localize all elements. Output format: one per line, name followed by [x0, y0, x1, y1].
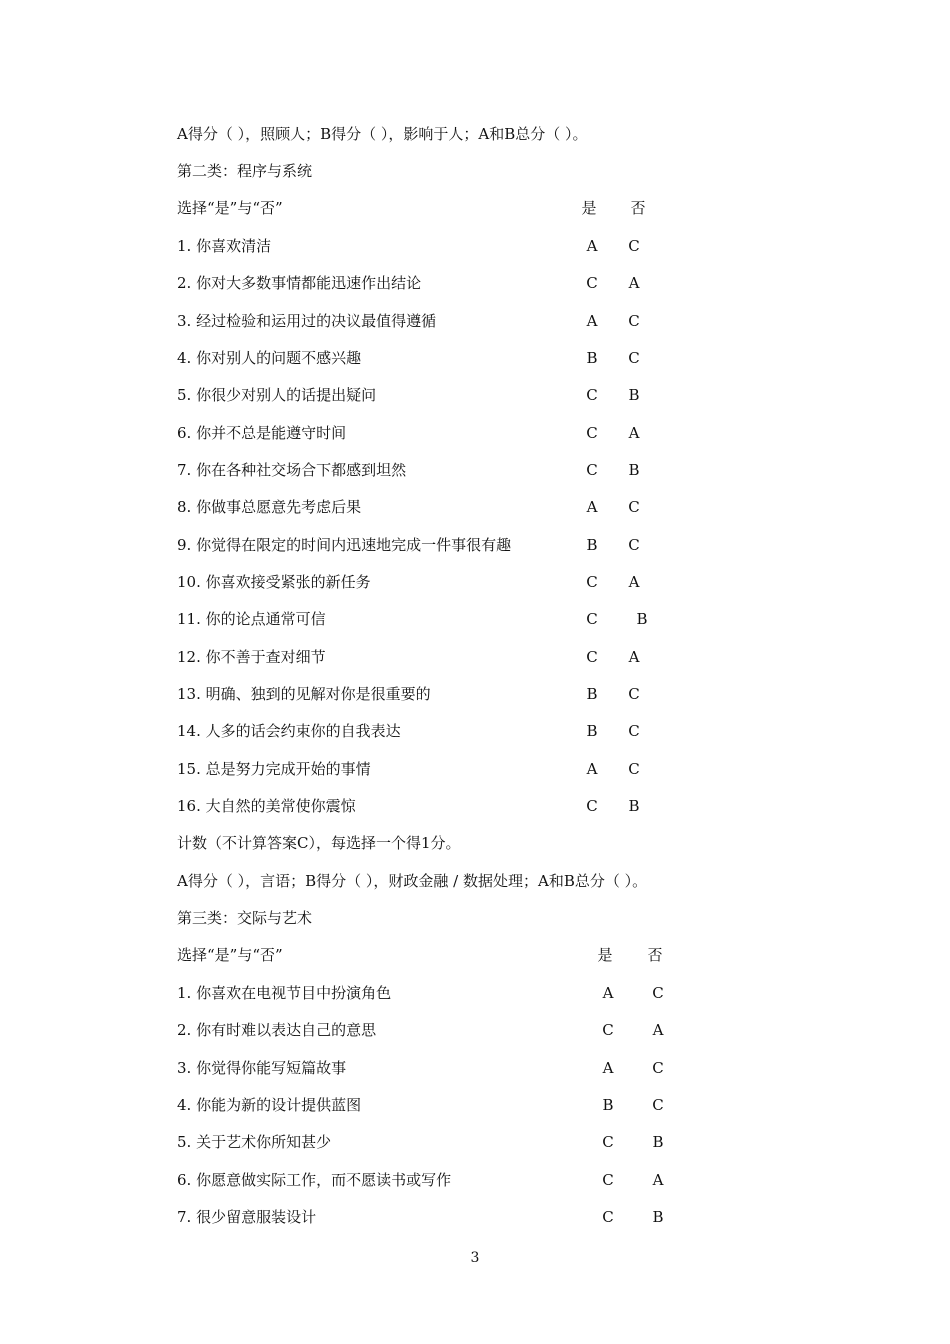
yes-answer: A: [586, 760, 598, 778]
no-answer: B: [636, 610, 648, 628]
no-answer: A: [628, 424, 640, 442]
question-text: 3. 经过检验和运用过的决议最值得遵循: [177, 312, 437, 330]
section3-title: 第三类：交际与艺术: [177, 909, 313, 927]
no-answer: C: [628, 536, 640, 554]
no-answer: C: [628, 312, 640, 330]
question-text: 5. 关于艺术你所知甚少: [177, 1133, 332, 1151]
yes-answer: C: [586, 573, 598, 591]
no-answer: C: [628, 722, 640, 740]
no-answer: A: [652, 1021, 664, 1039]
question-text: 10. 你喜欢接受紧张的新任务: [177, 573, 371, 591]
yes-answer: C: [586, 386, 598, 404]
yes-answer: C: [586, 797, 598, 815]
no-answer: A: [628, 274, 640, 292]
yes-answer: A: [602, 984, 614, 1002]
yes-answer: B: [586, 685, 598, 703]
yes-answer: B: [586, 349, 598, 367]
question-text: 7. 你在各种社交场合下都感到坦然: [177, 461, 407, 479]
yes-answer: C: [586, 648, 598, 666]
yes-answer: C: [586, 610, 598, 628]
yes-answer: C: [586, 461, 598, 479]
section2-count-note: 计数（不计算答案C），每选择一个得1分。: [177, 834, 461, 852]
yes-answer: B: [586, 722, 598, 740]
question-text: 14. 人多的话会约束你的自我表达: [177, 722, 401, 740]
section3-instruction: 选择“是”与“否”: [177, 946, 283, 964]
no-answer: B: [652, 1208, 664, 1226]
section2-yes-label: 是: [581, 199, 597, 217]
yes-answer: C: [602, 1021, 614, 1039]
yes-answer: C: [602, 1133, 614, 1151]
section2-score-line: A得分（ ），言语；B得分（ ），财政金融 / 数据处理；A和B总分（ ）。: [177, 872, 648, 890]
question-text: 3. 你觉得你能写短篇故事: [177, 1059, 347, 1077]
section3-yes-label: 是: [597, 946, 613, 964]
yes-answer: A: [586, 312, 598, 330]
question-text: 15. 总是努力完成开始的事情: [177, 760, 371, 778]
no-answer: C: [628, 760, 640, 778]
question-text: 2. 你对大多数事情都能迅速作出结论: [177, 274, 422, 292]
question-text: 12. 你不善于查对细节: [177, 648, 326, 666]
no-answer: B: [652, 1133, 664, 1151]
no-answer: C: [628, 349, 640, 367]
no-answer: C: [628, 498, 640, 516]
yes-answer: C: [602, 1171, 614, 1189]
no-answer: A: [652, 1171, 664, 1189]
question-text: 5. 你很少对别人的话提出疑问: [177, 386, 377, 404]
no-answer: C: [652, 1059, 664, 1077]
no-answer: C: [652, 1096, 664, 1114]
question-text: 1. 你喜欢清洁: [177, 237, 272, 255]
no-answer: C: [628, 237, 640, 255]
page-number: 3: [470, 1250, 480, 1266]
question-text: 8. 你做事总愿意先考虑后果: [177, 498, 362, 516]
section2-instruction: 选择“是”与“否”: [177, 199, 283, 217]
no-answer: C: [652, 984, 664, 1002]
question-text: 1. 你喜欢在电视节目中扮演角色: [177, 984, 392, 1002]
no-answer: A: [628, 573, 640, 591]
yes-answer: C: [586, 274, 598, 292]
no-answer: B: [628, 386, 640, 404]
question-text: 6. 你并不总是能遵守时间: [177, 424, 347, 442]
yes-answer: C: [586, 424, 598, 442]
no-answer: B: [628, 461, 640, 479]
question-text: 11. 你的论点通常可信: [177, 610, 326, 628]
question-text: 4. 你对别人的问题不感兴趣: [177, 349, 362, 367]
no-answer: B: [628, 797, 640, 815]
yes-answer: A: [586, 237, 598, 255]
section3-no-label: 否: [647, 946, 663, 964]
yes-answer: A: [602, 1059, 614, 1077]
intro-score-line: A得分（ ），照顾人；B得分（ ），影响于人；A和B总分（ ）。: [177, 125, 588, 143]
question-text: 6. 你愿意做实际工作，而不愿读书或写作: [177, 1171, 452, 1189]
no-answer: A: [628, 648, 640, 666]
question-text: 2. 你有时难以表达自己的意思: [177, 1021, 377, 1039]
question-text: 4. 你能为新的设计提供蓝图: [177, 1096, 362, 1114]
question-text: 7. 很少留意服装设计: [177, 1208, 317, 1226]
yes-answer: B: [586, 536, 598, 554]
section2-title: 第二类：程序与系统: [177, 162, 313, 180]
yes-answer: A: [586, 498, 598, 516]
question-text: 13. 明确、独到的见解对你是很重要的: [177, 685, 431, 703]
yes-answer: B: [602, 1096, 614, 1114]
question-text: 9. 你觉得在限定的时间内迅速地完成一件事很有趣: [177, 536, 512, 554]
section2-no-label: 否: [630, 199, 646, 217]
no-answer: C: [628, 685, 640, 703]
question-text: 16. 大自然的美常使你震惊: [177, 797, 356, 815]
yes-answer: C: [602, 1208, 614, 1226]
